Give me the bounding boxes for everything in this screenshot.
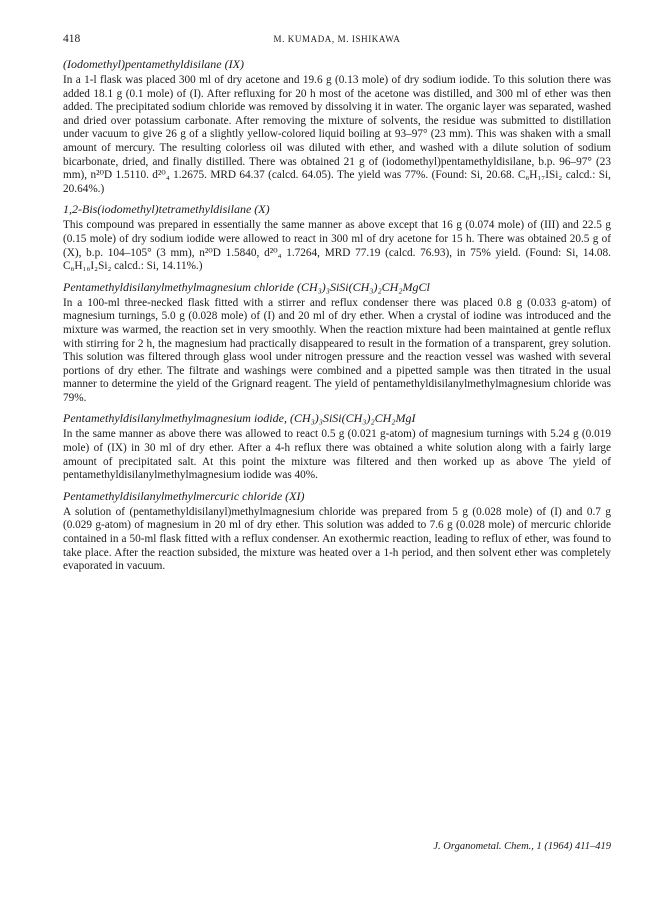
section-paragraph: In a 100-ml three-necked flask fitted with a stirrer and reflux condenser there was placed 0.8 g (0.033 g-atom) of magnesium turnings, 5.0 g (0.028 mole) of (I) and 20 ml of dry ether. When a crystal of iodine was introduced and the mixture was warmed, the reaction set in very smoothly. When the reaction mixture had been maintained at gentle reflux with stirring for 2 h, the magnesium had practically disappeared to result in the formation of a transparent, grey solution. This solution was filtered through glass wool under nitrogen pressure and the reaction vessel was washed with several portions of dry ether. The filtrate and washings were combined and a pipetted sample was then titrated in the usual manner to determine the yield of the Grignard reagent. The yield of pentamethyldisilanylmethylmagnesium chloride was 79%. <box>63 296 611 404</box>
section-magnesium-iodide <box>63 411 611 482</box>
section-heading: (Iodomethyl)pentamethyldisilane (IX) <box>63 57 244 71</box>
page-number: 418 <box>63 33 81 45</box>
section-heading: Pentamethyldisilanylmethylmagnesium chloride (CH₃)₃SiSi(CH₃)₂CH₂MgCl <box>63 279 430 294</box>
section-heading: Pentamethyldisilanylmethylmercuric chloride (XI) <box>63 488 305 503</box>
section-paragraph: This compound was prepared in essentially the same manner as above except that 16 g (0.074 mole) of (III) and 22.5 g (0.15 mole) of dry sodium iodide were allowed to react in 300 ml of dry acetone for 15 h. There was obtained 20.5 g of (X), b.p. 104–105° (3 mm), n²⁰D 1.5840, d²⁰₄ 1.7264, MRD 77.19 (calcd. 76.93), in 75% yield. (Found: Si, 14.08. C₆H₁₆I₂Si₂ calcd.: Si, 14.11%.) <box>63 219 611 273</box>
running-head <box>63 33 611 51</box>
section-paragraph: In the same manner as above there was allowed to react 0.5 g (0.021 g-atom) of magnesium turnings with 5.24 g (0.019 mole) of (IX) in 30 ml of dry ether. After a 4-h reflux there was obtained a white solution along with a fairly large amount of precipitated salt. At this point the mixture was filtered and then worked up as above The yield of pentamethyldisilanylmethylmagnesium iodide was 40%. <box>63 428 611 482</box>
section-magnesium-chloride <box>63 280 611 406</box>
journal-citation: J. Organometal. Chem., 1 (1964) 411–419 <box>433 841 611 852</box>
section-paragraph: In a 1-l flask was placed 300 ml of dry acetone and 19.6 g (0.13 mole) of dry sodium iodide. To this solution there was added 18.1 g (0.1 mole) of (I). After refluxing for 20 h most of the acetone was distilled, and 300 ml of ether was then added. The precipitated sodium chloride was removed by dissolving it in water. The organic layer was separated, washed and dried over potassium carbonate. After removing the mixture of solvents, the residue was submitted to distillation under vacuum to give 26 g of a slightly yellow-colored liquid boiling at 93–97° (23 mm). This was shaken with a small amount of mercury. The resulting colorless oil was diluted with ether, and washed with a dilute solution of sodium bicarbonate, dried, and finally distilled. There was obtained 21 g of (iodomethyl)pentamethyldisilane, b.p. 96–97° (23 mm), n²⁰D 1.5110. d²⁰₄ 1.2675. MRD 64.37 (calcd. 64.05). The yield was 77%. (Found: Si, 20.68. C₆H₁₇ISi₂ calcd.: Si, 20.64%.) <box>63 74 611 195</box>
section-paragraph: A solution of (pentamethyldisilanyl)methylmagnesium chloride was prepared from 5 g (0.028 mole) of (I) and 0.7 g (0.029 g-atom) of magnesium in 20 ml of dry ether. This solution was added to 7.6 g (0.028 mole) of mercuric chloride contained in a 50-ml flask fitted with a reflux condenser. An exothermic reaction, leading to reflux of ether, was found to take place. After the reaction subsided, the mixture was heated over a 1-h period, and then solvent ether was completely evaporated in vacuum. <box>63 505 611 573</box>
section-iodomethyl-pentamethyldisilane <box>63 57 611 196</box>
author-names: M. KUMADA, M. ISHIKAWA <box>273 34 401 44</box>
journal-page <box>63 33 611 883</box>
section-bis-iodomethyl-tetramethyldisilane <box>63 202 611 273</box>
section-mercuric-chloride <box>63 489 611 574</box>
section-heading: Pentamethyldisilanylmethylmagnesium iodide, (CH₃)₃SiSi(CH₃)₂CH₂MgI <box>63 411 416 426</box>
section-heading: 1,2-Bis(iodomethyl)tetramethyldisilane (X) <box>63 202 270 217</box>
